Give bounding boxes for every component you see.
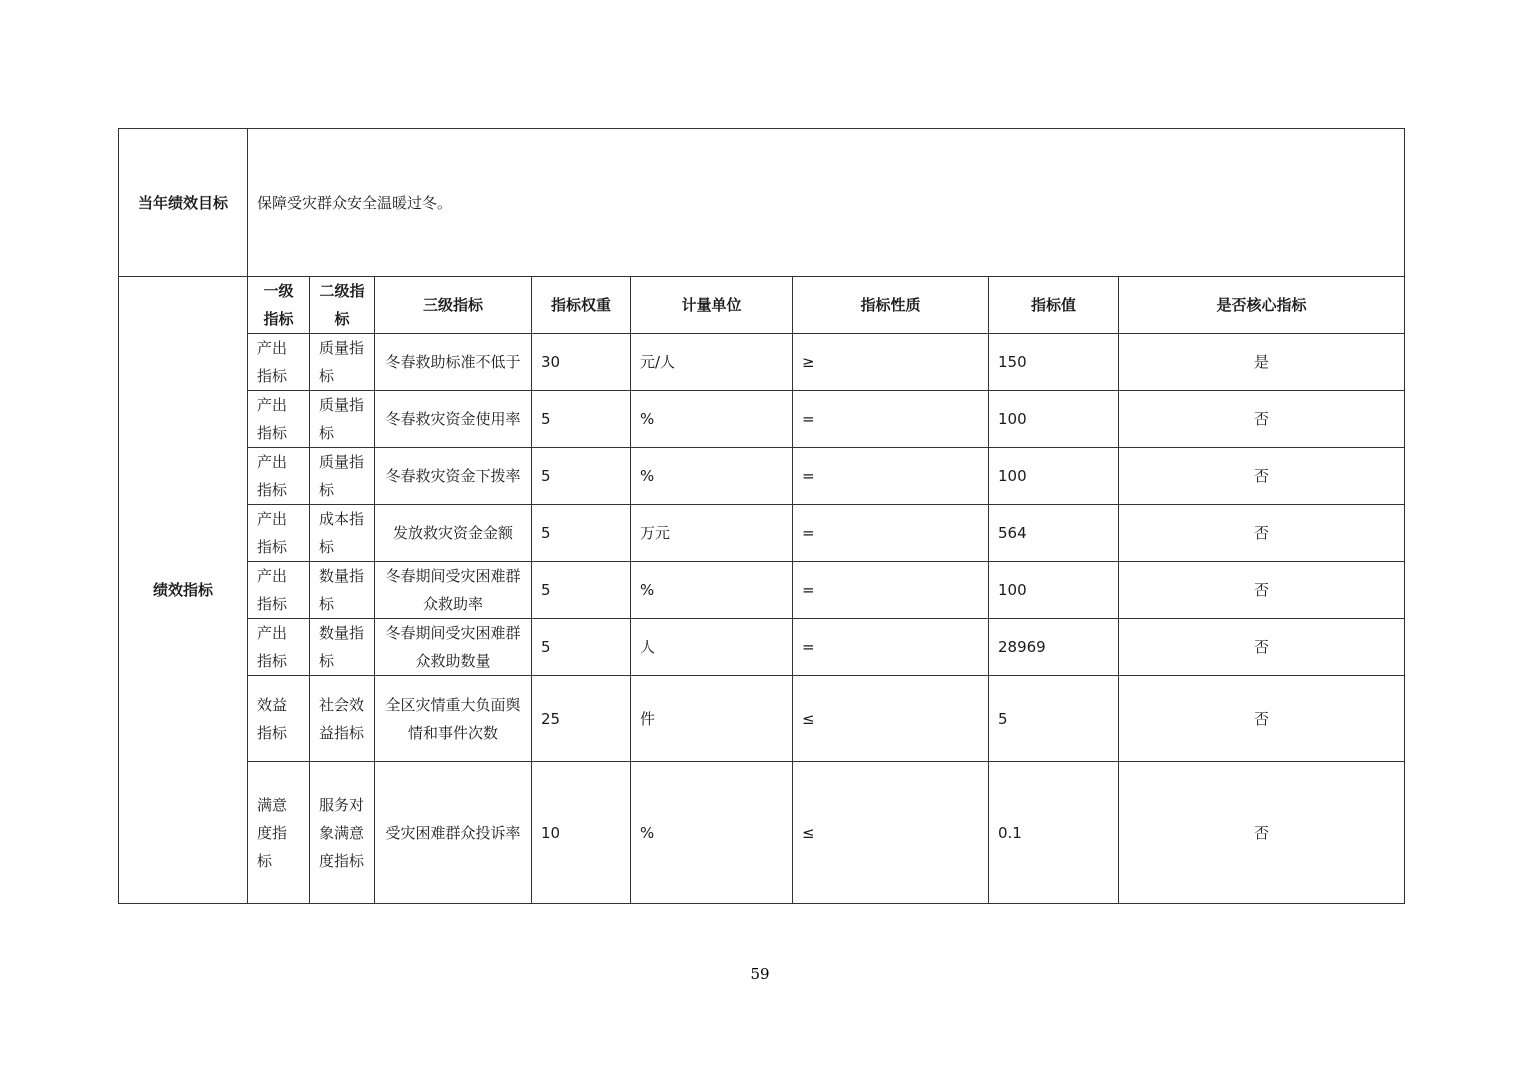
indicators-label: 绩效指标 [119,277,248,904]
header-level1: 一级指标 [248,277,310,334]
level2-cell: 成本指标 [310,505,375,562]
level2-cell: 服务对象满意度指标 [310,762,375,904]
unit-cell: 人 [631,619,793,676]
level2-cell: 社会效益指标 [310,676,375,762]
weight-cell: 5 [532,391,631,448]
table-row [119,505,1405,562]
core-cell: 否 [1119,762,1405,904]
header-row [119,277,1405,334]
nature-cell: ≤ [793,762,989,904]
weight-cell: 5 [532,505,631,562]
nature-cell: ≤ [793,676,989,762]
nature-cell: = [793,448,989,505]
nature-cell: ≥ [793,334,989,391]
nature-cell: = [793,562,989,619]
level2-cell: 质量指标 [310,334,375,391]
table-row [119,391,1405,448]
unit-cell: % [631,448,793,505]
header-weight: 指标权重 [532,277,631,334]
weight-cell: 5 [532,619,631,676]
goal-row [119,129,1405,277]
core-cell: 是 [1119,334,1405,391]
value-cell: 564 [989,505,1119,562]
table-row [119,676,1405,762]
level1-cell: 效益指标 [248,676,310,762]
level3-cell: 发放救灾资金金额 [375,505,532,562]
level1-cell: 产出指标 [248,391,310,448]
level1-cell: 产出指标 [248,448,310,505]
weight-cell: 5 [532,562,631,619]
level3-cell: 冬春救助标准不低于 [375,334,532,391]
core-cell: 否 [1119,505,1405,562]
value-cell: 100 [989,562,1119,619]
header-unit: 计量单位 [631,277,793,334]
table-row [119,334,1405,391]
level3-cell: 冬春救灾资金下拨率 [375,448,532,505]
level3-cell: 冬春救灾资金使用率 [375,391,532,448]
weight-cell: 30 [532,334,631,391]
value-cell: 0.1 [989,762,1119,904]
core-cell: 否 [1119,448,1405,505]
level1-cell: 产出指标 [248,562,310,619]
header-core: 是否核心指标 [1119,277,1405,334]
core-cell: 否 [1119,676,1405,762]
nature-cell: = [793,391,989,448]
value-cell: 100 [989,448,1119,505]
value-cell: 5 [989,676,1119,762]
weight-cell: 10 [532,762,631,904]
level1-cell: 产出指标 [248,334,310,391]
page-number: 59 [750,965,770,983]
header-value: 指标值 [989,277,1119,334]
header-level2: 二级指标 [310,277,375,334]
nature-cell: = [793,505,989,562]
unit-cell: 元/人 [631,334,793,391]
table-row [119,762,1405,904]
core-cell: 否 [1119,619,1405,676]
level3-cell: 全区灾情重大负面舆情和事件次数 [375,676,532,762]
level2-cell: 数量指标 [310,562,375,619]
level3-cell: 冬春期间受灾困难群众救助数量 [375,619,532,676]
level1-cell: 产出指标 [248,619,310,676]
goal-label: 当年绩效目标 [119,129,248,277]
unit-cell: 件 [631,676,793,762]
weight-cell: 25 [532,676,631,762]
level3-cell: 冬春期间受灾困难群众救助率 [375,562,532,619]
level1-cell: 产出指标 [248,505,310,562]
header-nature: 指标性质 [793,277,989,334]
table-row [119,619,1405,676]
unit-cell: % [631,762,793,904]
core-cell: 否 [1119,391,1405,448]
nature-cell: = [793,619,989,676]
table-row [119,448,1405,505]
weight-cell: 5 [532,448,631,505]
goal-text: 保障受灾群众安全温暖过冬。 [248,129,1405,277]
value-cell: 100 [989,391,1119,448]
level3-cell: 受灾困难群众投诉率 [375,762,532,904]
table-row [119,562,1405,619]
core-cell: 否 [1119,562,1405,619]
level1-cell: 满意度指标 [248,762,310,904]
unit-cell: 万元 [631,505,793,562]
level2-cell: 质量指标 [310,391,375,448]
header-level3: 三级指标 [375,277,532,334]
performance-table [118,128,1405,904]
unit-cell: % [631,391,793,448]
value-cell: 150 [989,334,1119,391]
level2-cell: 数量指标 [310,619,375,676]
value-cell: 28969 [989,619,1119,676]
unit-cell: % [631,562,793,619]
level2-cell: 质量指标 [310,448,375,505]
